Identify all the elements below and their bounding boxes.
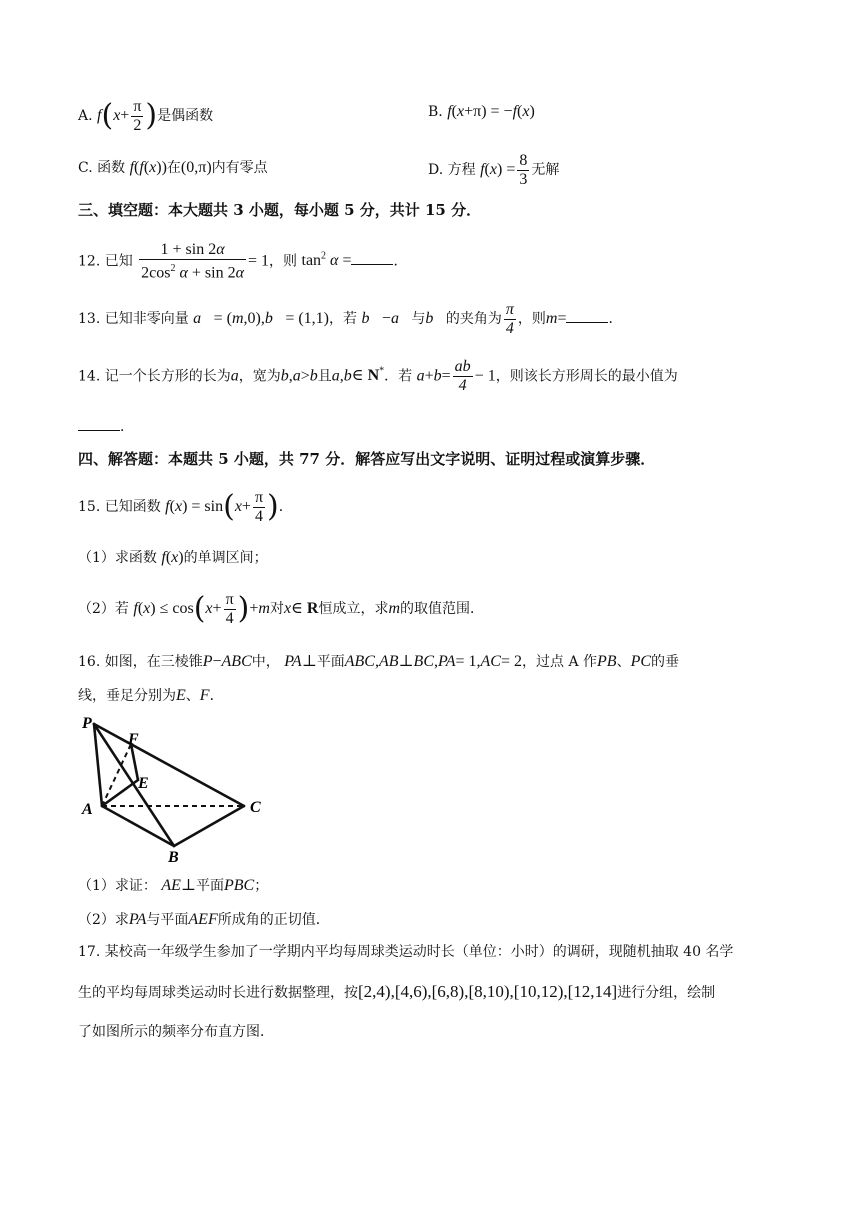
question-14: 14. 记一个长方形的长为a，宽为b,a>b且a,b∈ N*．若 a+b= $\frac{ab}{4}$ − 1，则该长方形周长的最小值为 bbox=[78, 357, 678, 394]
option-b: B. f(x+π) = −f(x) bbox=[428, 103, 535, 120]
answer-blank[interactable] bbox=[351, 250, 393, 265]
question-17-line-2: 生的平均每周球类运动时长进行数据整理，按[2,4),[4,6),[6,8),[8,10),[10,12),[12,14]进行分组，绘制 bbox=[78, 982, 716, 1001]
question-14-blank-line: ． bbox=[78, 416, 134, 437]
question-15: 15. 已知函数 f(x) = sin(x+ $\frac{\pi}{4}$ )． bbox=[78, 488, 293, 525]
option-d: D. 方程 f(x) = $\frac{8}{3}$ 无解 bbox=[428, 151, 560, 188]
edge-bc bbox=[174, 806, 244, 846]
question-15-part-2: （2）若 f(x) ≤ cos(x+ $\frac{\pi}{4}$ )+m对x∈ R恒成立，求m的取值范围． bbox=[78, 590, 485, 627]
option-letter: A. bbox=[78, 108, 93, 124]
question-12: 12. 已知 $\frac{1 + \sin 2\alpha}{2\cos^2 \alpha + \sin 2\alpha}$ = 1，则 $\tan^2 \alpha$ = ． bbox=[78, 240, 408, 281]
question-16: 16. 如图，在三棱锥P−ABC中， PA⊥平面ABC,AB⊥BC,PA= 1,AC= 2，过点 A 作PB、PC的垂 bbox=[78, 653, 680, 670]
option-letter: C. bbox=[78, 160, 93, 176]
segment-ae bbox=[102, 780, 138, 806]
question-13: 13. 已知非零向量 a⃗= (m,0),b⃗= (1,1)，若 b⃗−a⃗与b⃗的夹角为 $\frac{\pi}{4}$ ，则m= ． bbox=[78, 300, 623, 337]
section-title: 三、填空题：本大题共 3 小题，每小题 5 分，共计 15 分． bbox=[78, 201, 482, 219]
option-letter: D. bbox=[428, 162, 444, 178]
answer-blank[interactable] bbox=[566, 308, 608, 323]
label-p: P bbox=[82, 715, 92, 732]
question-16-line-2: 线，垂足分别为E、F． bbox=[78, 687, 224, 704]
label-e: E bbox=[138, 775, 149, 792]
label-a: A bbox=[82, 801, 93, 818]
question-15-part-1: （1）求函数 f(x)的单调区间； bbox=[78, 549, 268, 566]
section-title: 四、解答题：本题共 5 小题，共 77 分．解答应写出文字说明、证明过程或演算步骤． bbox=[78, 450, 656, 468]
segment-ef bbox=[131, 744, 138, 780]
option-text: 是偶函数 bbox=[157, 108, 214, 124]
label-c: C bbox=[250, 799, 261, 816]
pyramid-figure bbox=[78, 712, 278, 864]
question-16-part-1: （1）求证： AE⊥平面PBC； bbox=[78, 877, 269, 894]
edge-pc bbox=[94, 724, 244, 806]
option-letter: B. bbox=[428, 104, 443, 120]
option-a: A. f(x+ $\frac{\pi}{2}$ )是偶函数 bbox=[78, 97, 214, 134]
label-f: F bbox=[128, 731, 139, 748]
question-17-line-3: 了如图所示的频率分布直方图． bbox=[78, 1024, 274, 1040]
option-c: C. 函数 f(f(x))在(0,π)内有零点 bbox=[78, 159, 268, 176]
question-16-part-2: （2）求PA与平面AEF所成角的正切值． bbox=[78, 911, 330, 928]
answer-blank[interactable] bbox=[78, 416, 120, 431]
edge-ab bbox=[102, 806, 174, 846]
label-b: B bbox=[168, 849, 179, 864]
question-17-line-1: 17. 某校高一年级学生参加了一学期内平均每周球类运动时长（单位：小时）的调研，现随机抽取 40 名学 bbox=[78, 944, 734, 960]
